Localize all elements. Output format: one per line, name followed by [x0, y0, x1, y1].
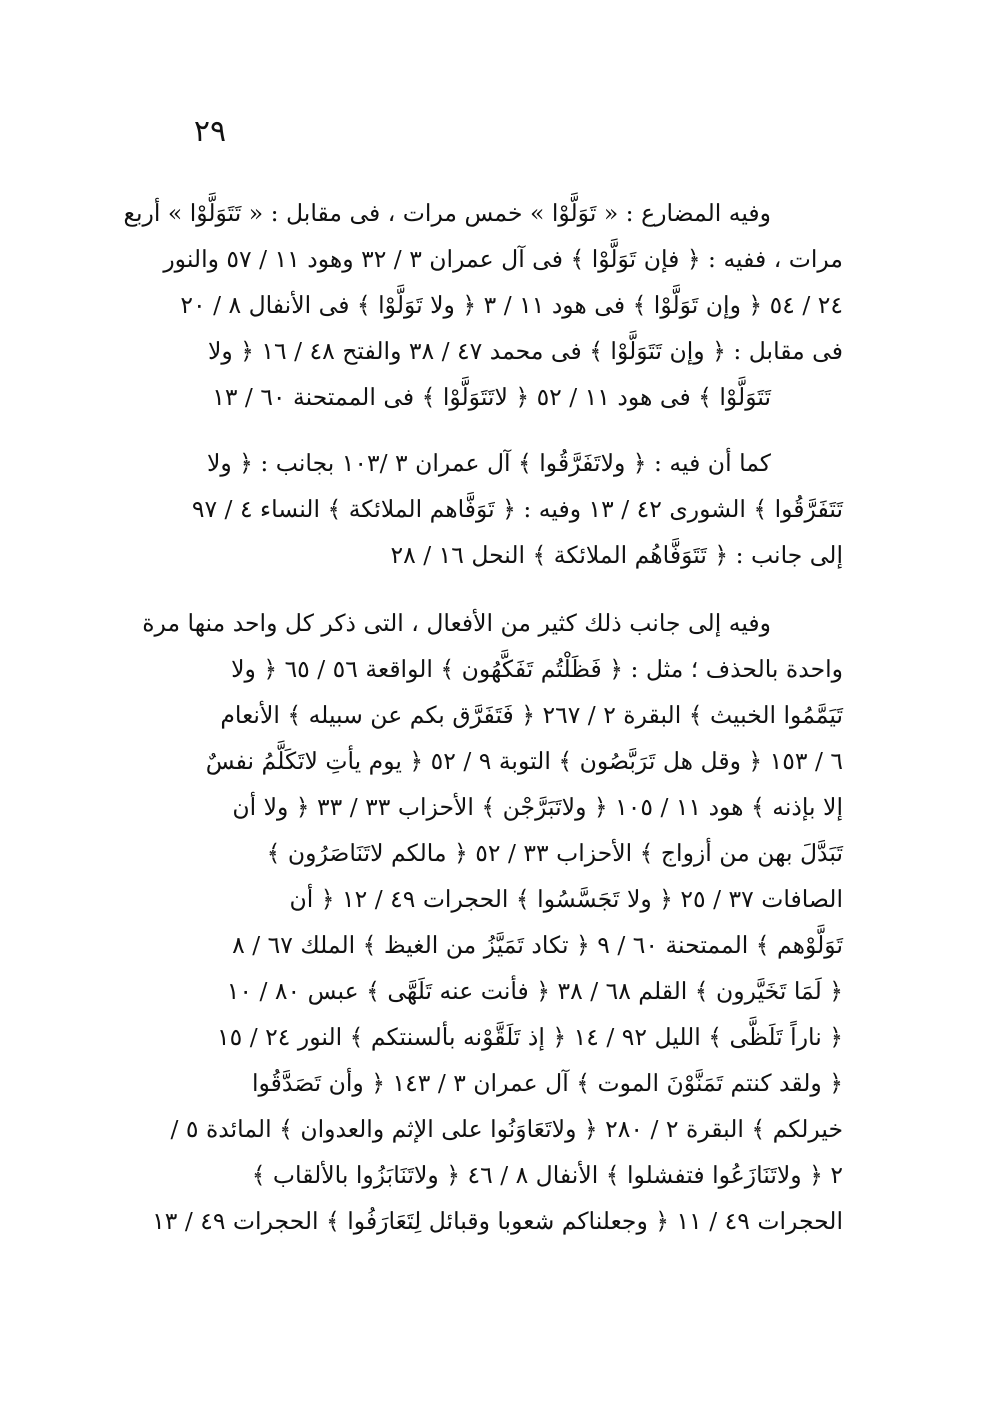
text-line: ٢٤ / ٥٤ ﴿ وإن تَوَلَّوْا ﴾ فى هود ١١ / ٣ ﴿ ولا تَوَلَّوْا ﴾ فى الأنفال ٨ / ٢٠: [180, 291, 843, 319]
text-line: ﴿ ناراً تَلَظَّى ﴾ الليل ٩٢ / ١٤ ﴿ إذ تَلَقَّوْنه بألسنتكم ﴾ النور ٢٤ / ١٥: [217, 1023, 843, 1051]
text-line: تَتَوَلَّوْا ﴾ فى هود ١١ / ٥٢ ﴿ لاتَتَوَلَّوْا ﴾ فى الممتحنة ٦٠ / ١٣: [212, 383, 771, 411]
text-line: الصافات ٣٧ / ٢٥ ﴿ ولا تَجَسَّسُوا ﴾ الحجرات ٤٩ / ١٢ ﴿ أن: [289, 885, 843, 913]
text-line: إلى جانب : ﴿ تَتَوَفَّاهُم الملائكة ﴾ النحل ١٦ / ٢٨: [390, 541, 843, 569]
text-line: الحجرات ٤٩ / ١١ ﴿ وجعلناكم شعوبا وقبائل لِتَعَارَفُوا ﴾ الحجرات ٤٩ / ١٣: [152, 1207, 843, 1235]
paragraph-3: [142, 600, 843, 1244]
text-line: وفيه المضارع : « تَوَلَّوْا » خمس مرات ، فى مقابل : « تَتَوَلَّوْا » أربع: [123, 199, 771, 227]
text-line: تَيَمَّمُوا الخبيث ﴾ البقرة ٢ / ٢٦٧ ﴿ فَتَفَرَّق بكم عن سبيله ﴾ الأنعام: [220, 701, 843, 729]
text-line: إلا بإذنه ﴾ هود ١١ / ١٠٥ ﴿ ولاتَبَرَّجْن ﴾ الأحزاب ٣٣ / ٣٣ ﴿ ولا أن: [232, 793, 843, 821]
page-number: ٢٩: [193, 114, 227, 149]
text-line: ٦ / ١٥٣ ﴿ وقل هل تَرَبَّصُون ﴾ التوبة ٩ / ٥٢ ﴿ يوم يأتِ لاتَكَلَّمُ نفسٌ: [205, 747, 843, 775]
paragraph-2: [158, 440, 843, 578]
text-line: ﴿ لَمَا تَخَيَّرون ﴾ القلم ٦٨ / ٣٨ ﴿ فأنت عنه تَلَهَّى ﴾ عبس ٨٠ / ١٠: [226, 977, 843, 1005]
text-line: مرات ، ففيه : ﴿ فإن تَوَلَّوْا ﴾ فى آل عمران ٣ / ٣٢ وهود ١١ / ٥٧ والنور: [163, 245, 843, 273]
text-line: تَوَلَّوْهم ﴾ الممتحنة ٦٠ / ٩ ﴿ تكاد تَمَيَّزُ من الغيظ ﴾ الملك ٦٧ / ٨: [232, 931, 843, 959]
text-line: خيرلكم ﴾ البقرة ٢ / ٢٨٠ ﴿ ولاتَعَاوَنُوا على الإثم والعدوان ﴾ المائدة ٥ /: [170, 1115, 843, 1143]
text-line: ٢ ﴿ ولاتَنَازَعُوا فتفشلوا ﴾ الأنفال ٨ / ٤٦ ﴿ ولاتَنَابَزُوا بالألقاب ﴾: [251, 1161, 843, 1189]
text-line: فى مقابل : ﴿ وإن تَتَوَلَّوْا ﴾ فى محمد ٤٧ / ٣٨ والفتح ٤٨ / ١٦ ﴿ ولا: [207, 337, 843, 365]
text-line: تَتَفَرَّقُوا ﴾ الشورى ٤٢ / ١٣ وفيه : ﴿ تَوَفَّاهم الملائكة ﴾ النساء ٤ / ٩٧: [191, 495, 843, 523]
text-line: كما أن فيه : ﴿ ولاتَفَرَّقُوا ﴾ آل عمران ٣ /١٠٣ بجانب : ﴿ ولا: [206, 449, 771, 477]
text-line: واحدة بالحذف ؛ مثل : ﴿ فَظَلْتُم تَفَكَّهُون ﴾ الواقعة ٥٦ / ٦٥ ﴿ ولا: [231, 655, 843, 683]
paragraph-1: [123, 190, 843, 420]
text-line: ﴿ ولقد كنتم تَمَنَّوْنَ الموت ﴾ آل عمران ٣ / ١٤٣ ﴿ وأن تَصَدَّقُوا: [251, 1069, 843, 1097]
text-line: وفيه إلى جانب ذلك كثير من الأفعال ، التى ذكر كل واحد منها مرة: [142, 609, 771, 637]
text-line: تَبَدَّلَ بهن من أزواج ﴾ الأحزاب ٣٣ / ٥٢ ﴿ مالكم لاتَنَاصَرُون ﴾: [266, 839, 843, 867]
